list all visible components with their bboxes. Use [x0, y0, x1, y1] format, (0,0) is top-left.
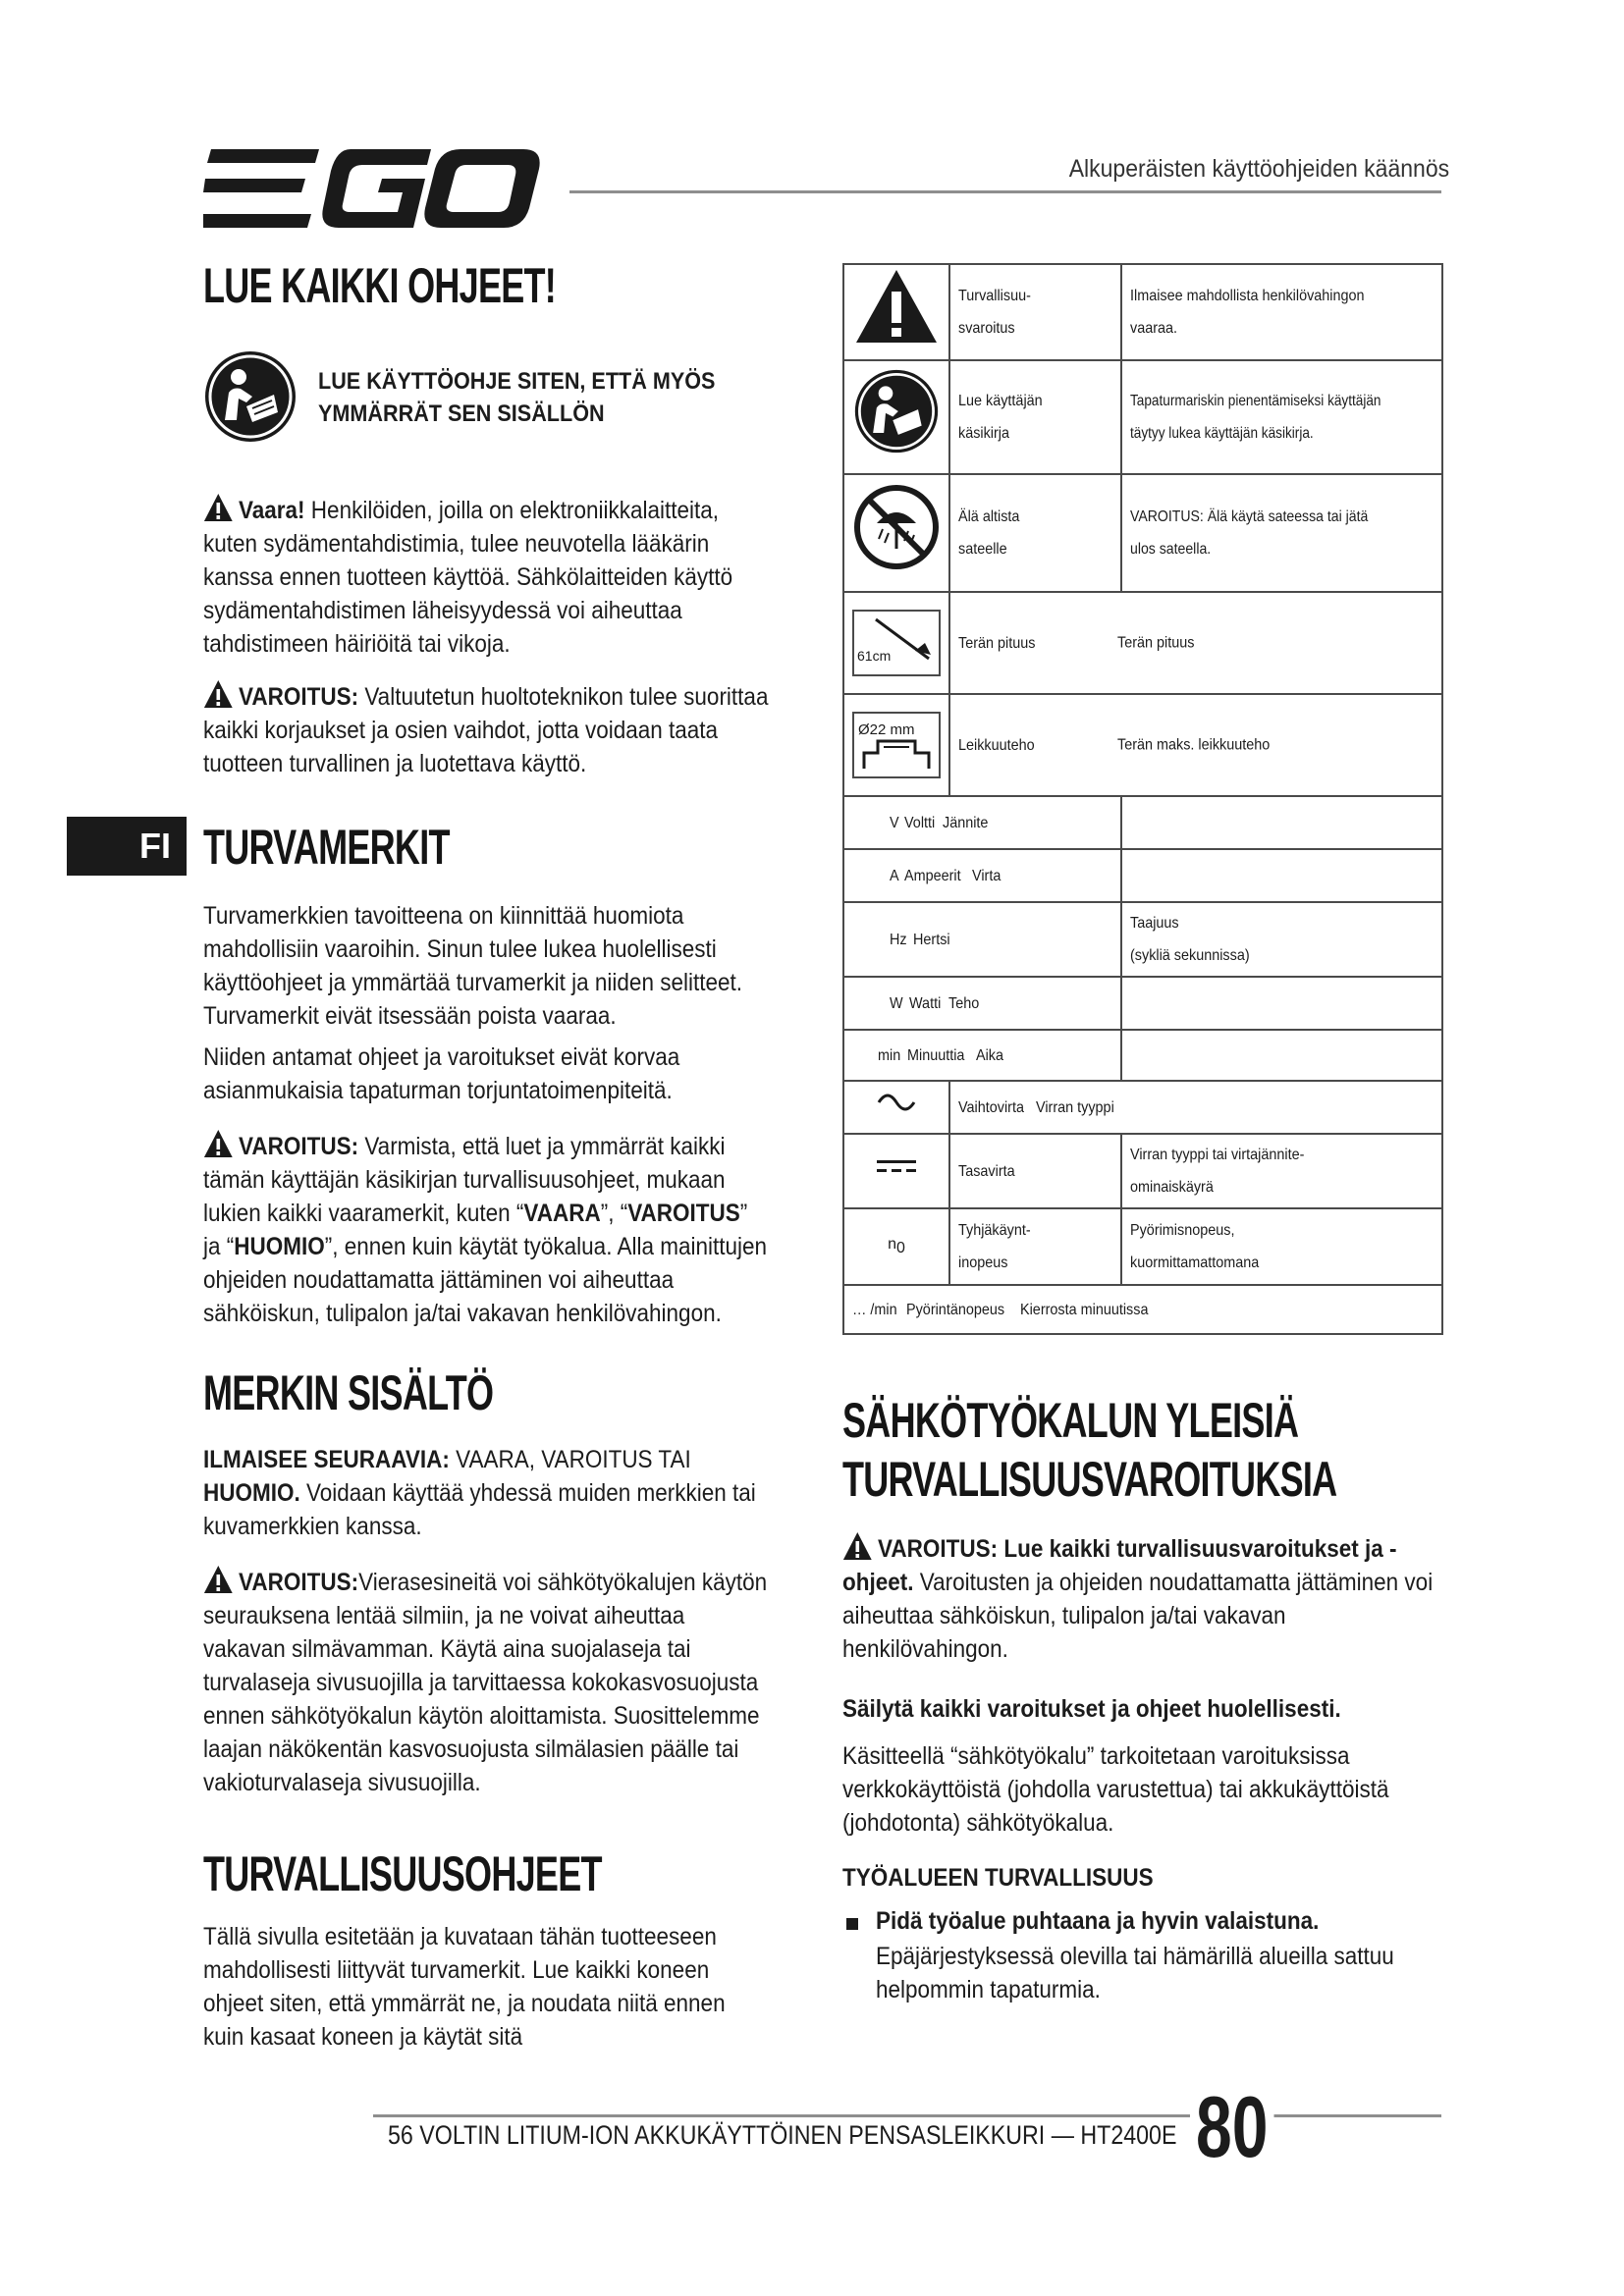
cutting-capacity-label: Ø22 mm [858, 721, 915, 738]
safety-marks-p2: Niiden antamat ohjeet ja varoitukset eivät korvaa asianmukaisia tapaturman torjuntatoimenpiteitä. [203, 1043, 680, 1104]
footer-rule [373, 2114, 1441, 2117]
danger-text: Henkilöiden, joilla on elektroniikkalaitteita, kuten sydämentahdistimia, tulee neuvotella lääkärin kanssa ennen tuotteen käyttöä. Sähkölaitteiden käyttö sydämentahdistimen läheisyydessä voi aiheuttaa tahdistimeen häiriöitä tai vikoja. [203, 497, 733, 658]
warning2-text-c: ” ja “ [203, 1200, 748, 1260]
warning-triangle-icon [203, 493, 234, 522]
warning2-text-b: ”, “ [600, 1200, 628, 1227]
symbol-name-cell: A Ampeerit Virta [843, 849, 1121, 902]
warning2-text-d: ”, ennen kuin käytät työkalua. Alla mainittujen ohjeiden noudattamatta jättäminen voi aiheuttaa sähköiskun, tulipalon ja/tai vakavan henkilövahingon. [203, 1233, 768, 1327]
symbol-cell [843, 360, 949, 474]
name-cell: Turvallisuu- svaroitus [949, 264, 1121, 360]
meaning-cell: Taajuus (sykliä sekunnissa) [1121, 902, 1442, 977]
page-number: 80 [1190, 2077, 1273, 2177]
general-warning-bold: Lue kaikki turvallisuusvaroitukset ja -ohjeet. [842, 1535, 1397, 1596]
header-subtitle: Alkuperäisten käyttöohjeiden käännös [1068, 155, 1449, 183]
instructions-title: TURVALLISUUSOHJEET [203, 1846, 602, 1901]
symbol-cell [843, 1208, 949, 1285]
name-cell: Tasavirta [949, 1134, 1121, 1208]
alternating-current-icon [877, 1093, 916, 1112]
warning2-text-a: Varmista, että luet ja ymmärrät kaikki tämän käyttäjän käsikirjan turvallisuusohjeet, mukaan lukien kaikki vaaramerkit, kuten “ [203, 1133, 726, 1227]
name-meaning-cell: Leikkuuteho Terän maks. leikkuuteho [949, 694, 1442, 796]
table-row [843, 264, 1442, 360]
meaning-cell: VAROITUS: Älä käytä sateessa tai jätä ulos sateella. [1121, 474, 1442, 592]
warning3-paragraph [203, 1565, 769, 1799]
no-load-speed-subscript: 0 [896, 1240, 905, 1257]
warning2-varoitus: VAROITUS [627, 1200, 740, 1227]
safety-marks-p1: Turvamerkkien tavoitteena on kiinnittää huomiota mahdollisiin vaaroihin. Sinun tulee lukea huolellisesti käyttöohjeet ja ymmärtää turvamerkit ja niiden selitteet. Turvamerkit eivät itsessään poista vaaraa. [203, 902, 742, 1030]
cutting-capacity-icon [852, 712, 941, 778]
meaning-cell [1121, 849, 1442, 902]
table-row [843, 796, 1442, 849]
symbol-table [842, 263, 1443, 1335]
footer-product: 56 VOLTIN LITIUM-ION AKKUKÄYTTÖINEN PENSASLEIKKURI — HT2400E [388, 2120, 1177, 2150]
symbol-cell [843, 264, 949, 360]
symbol-cell [843, 694, 949, 796]
warning1-text: Valtuutetun huoltoteknikon tulee suorittaa kaikki korjaukset ja osien vaihdot, jotta voidaan taata tuotteen turvallinen ja luotettava käyttö. [203, 683, 769, 777]
read-manual-text [318, 365, 715, 430]
blade-length-label: 61cm [857, 648, 892, 664]
warning2-label: VAROITUS: [239, 1133, 359, 1160]
symbol-name-cell: min Minuuttia Aika [843, 1030, 1121, 1081]
work-area-title: TYÖALUEEN TURVALLISUUS [842, 1864, 1154, 1892]
header-rule [569, 190, 1441, 193]
danger-paragraph [203, 493, 769, 661]
warning2-huomio: HUOMIO [234, 1233, 325, 1260]
table-row [843, 849, 1442, 902]
table-row [843, 902, 1442, 977]
symbol-cell [843, 474, 949, 592]
warning-triangle-icon [203, 1565, 234, 1594]
warning-triangle-icon [842, 1531, 873, 1561]
ego-logo [203, 149, 542, 230]
bullet1-title: Pidä työalue puhtaana ja hyvin valaistuna. [876, 1907, 1320, 1935]
read-all-title: LUE KAIKKI OHJEET! [203, 258, 557, 313]
symbol-cell [843, 1134, 949, 1208]
general-warning-label: VAROITUS: [878, 1535, 999, 1563]
direct-current-icon [875, 1156, 918, 1176]
meaning-cell: Ilmaisee mahdollista henkilövahingon vaaraa. [1121, 264, 1442, 360]
warning2-paragraph [203, 1129, 769, 1330]
instructions-text: Tällä sivulla esitetään ja kuvataan tähän tuotteeseen mahdollisesti liittyvät turvamerkit. Lue kaikki koneen ohjeet siten, että ymmärrät ne, ja noudata niitä ennen kuin kasaat koneen ja käytät sitä [203, 1923, 726, 2051]
warning3-label: VAROITUS: [239, 1569, 359, 1596]
table-row [843, 1030, 1442, 1081]
warning-triangle-icon [203, 679, 234, 709]
warning1-label: VAROITUS: [239, 683, 359, 711]
logo-text: EGO [203, 149, 206, 150]
term-text: Käsitteellä “sähkötyökalu” tarkoitetaan varoituksissa verkkokäyttöistä (johdolla varustettua) tai akkukäyttöistä (johdotonta) sähkötyökalua. [842, 1742, 1389, 1837]
warning1-paragraph [203, 679, 769, 780]
meaning-cell [1121, 977, 1442, 1030]
read-manual-icon [853, 368, 940, 454]
table-row [843, 977, 1442, 1030]
keep-instructions: Säilytä kaikki varoitukset ja ohjeet huolellisesti. [842, 1695, 1341, 1723]
content-label: ILMAISEE SEURAAVIA: [203, 1446, 450, 1473]
no-load-speed-symbol: n [888, 1236, 896, 1254]
content-huomio: HUOMIO. [203, 1479, 300, 1507]
read-manual-line1: LUE KÄYTTÖOHJE SITEN, ETTÄ MYÖS [318, 368, 716, 395]
read-manual-icon [203, 349, 298, 444]
table-row [843, 360, 1442, 474]
symbol-name-cell: V Voltti Jännite [843, 796, 1121, 849]
safety-marks-title: TURVAMERKIT [203, 820, 450, 875]
read-manual-line2: YMMÄRRÄT SEN SISÄLLÖN [318, 400, 605, 427]
meaning-cell: Pyörimisnopeus, kuormittamattomana [1121, 1208, 1442, 1285]
meaning-cell [1121, 796, 1442, 849]
general-title-line1: SÄHKÖTYÖKALUN YLEISIÄ [842, 1393, 1299, 1448]
table-row [843, 592, 1442, 694]
content-text-b: Voidaan käyttää yhdessä muiden merkkien tai kuvamerkkien kanssa. [203, 1479, 756, 1540]
table-row [843, 474, 1442, 592]
no-rain-icon [853, 484, 940, 570]
table-row [843, 1081, 1442, 1134]
language-tab: FI [67, 817, 187, 876]
name-cell: Tyhjäkäynt- inopeus [949, 1208, 1121, 1285]
bullet-square [846, 1918, 858, 1930]
symbol-name-cell: W Watti Teho [843, 977, 1121, 1030]
warning-triangle-icon [203, 1129, 234, 1158]
content-text-a: VAARA, VAROITUS TAI [449, 1446, 691, 1473]
general-warning-paragraph [842, 1531, 1435, 1666]
table-row [843, 1134, 1442, 1208]
content-paragraph [203, 1443, 769, 1543]
meaning-cell [1121, 1030, 1442, 1081]
general-title-line2: TURVALLISUUSVAROITUKSIA [842, 1452, 1337, 1507]
content-title: MERKIN SISÄLTÖ [203, 1365, 494, 1420]
table-row [843, 1285, 1442, 1334]
meaning-cell: Virran tyyppi tai virtajännite- ominaiskäyrä [1121, 1134, 1442, 1208]
name-meaning-cell: Vaihtovirta Virran tyyppi [949, 1081, 1442, 1134]
general-warning-text: Varoitusten ja ohjeiden noudattamatta jättäminen voi aiheuttaa sähköiskun, tulipalon ja/tai vakavan henkilövahingon. [842, 1569, 1434, 1663]
symbol-name-cell: Hz Hertsi [843, 902, 1121, 977]
table-row [843, 1208, 1442, 1285]
name-meaning-cell: Terän pituus Terän pituus [949, 592, 1442, 694]
symbol-cell [843, 592, 949, 694]
name-cell: Älä altista sateelle [949, 474, 1121, 592]
blade-length-icon [852, 610, 941, 676]
warning-triangle-icon [854, 268, 939, 345]
symbol-cell [843, 1081, 949, 1134]
meaning-cell: Tapaturmariskin pienentämiseksi käyttäjän täytyy lukea käyttäjän käsikirja. [1121, 360, 1442, 474]
table-row [843, 694, 1442, 796]
danger-label: Vaara! [239, 497, 305, 524]
symbol-name-meaning-cell: … /min Pyörintänopeus Kierrosta minuutissa [843, 1285, 1442, 1334]
name-cell: Lue käyttäjän käsikirja [949, 360, 1121, 474]
warning2-vaara: VAARA [523, 1200, 601, 1227]
warning3-text: Vierasesineitä voi sähkötyökalujen käytön seurauksena lentää silmiin, ja ne voivat aiheuttaa vakavan silmävamman. Käytä aina suojalaseja tai turvalaseja sivusuojilla ja tarvittaessa kokokasvosuojusta ennen sähkötyökalun käytön aloittamista. Suosittelemme laajan näkökentän kasvosuojusta silmälasien päälle tai vakioturvalaseja sivusuojilla. [203, 1569, 768, 1796]
bullet1-text: Epäjärjestyksessä olevilla tai hämärillä alueilla sattuu helpommin tapaturmia. [876, 1943, 1394, 2003]
